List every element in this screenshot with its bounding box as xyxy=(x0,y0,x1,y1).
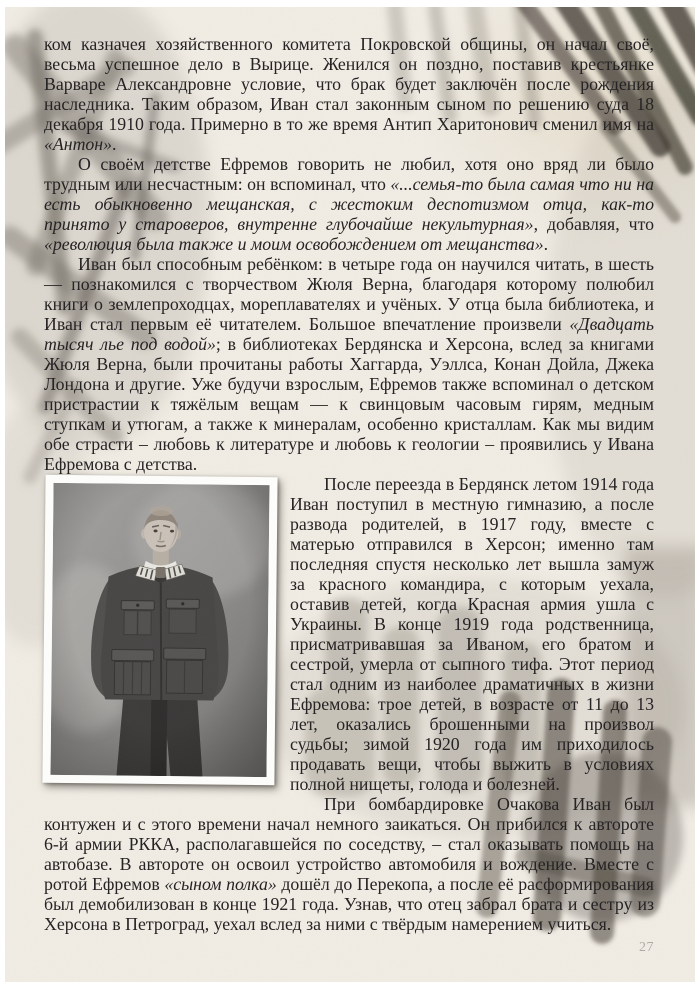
paragraph-text: О своём детстве Ефремов говорить не любил, хотя оно вряд ли было трудным или несчастным: он вспоминал, что «...семья-то была самая что ни на есть обыкновенно мещанская, с жестоким деспотизмом отца, как-то принято у староверов, внутренне глубочайше некультурная», добавляя, что «революция была также и моим освобождением от мещанства». xyxy=(44,154,654,254)
page-number: 27 xyxy=(639,940,654,955)
paragraph-text: Иван был способным ребёнком: в четыре года он научился читать, в шесть — познакомился с творчеством Жюля Верна, благодаря которому полюбил книги о землепроходцах, мореплавателях и учёных. У отца была библиотека, и Иван стал первым её читателем. Большое впечатление произвели «Двадцать тысяч лье под водой»; в библиотеках Бердянска и Херсона, вслед за книгами Жюля Верна, были прочитаны работы Хаггарда, Уэллса, Конан Дойла, Джека Лондона и другие. Уже будучи взрослым, Ефремов также вспоминал о детском пристрастии к тяжёлым вещам — к свинцовым часовым гирям, медным ступкам и утюгам, а также к минералам, особенно кристаллам. Как мы видим обе страсти – любовь к литературе и любовь к геологии – проявились у Ивана Ефремова с детства. xyxy=(44,254,654,474)
paragraph-text: ком казначея хозяйственного комитета Покровской общины, он начал своё, весьма успешное дело в Вырице. Женился он поздно, поставив крестьянке Варваре Александровне условие, что брак будет заключён после рождения наследника. Таким образом, Иван стал законным сыном по решению суда 18 декабря 1910 года. Примерно в то же время Антип Харитонович сменил имя на «Антон». xyxy=(44,34,654,154)
paragraph xyxy=(44,474,654,794)
paragraph-text: При бомбардировке Очакова Иван был контужен и с этого времени начал немного заикаться. Он прибился к автороте 6-й армии РККА, располагавшейся по соседству, – стал оказывать помощь на автобазе. В автороте он освоил устройство автомобиля и вождение. Вместе с ротой Ефремов «сыном полка» дошёл до Перекопа, а после её расформирования был демобилизован в конце 1921 года. Узнав, что отец забрал брата и сестру из Херсона в Петроград, уехал вслед за ними с твёрдым намерением учиться. xyxy=(44,794,654,934)
paragraph xyxy=(44,794,654,934)
paragraph xyxy=(44,154,654,254)
childhood-photo xyxy=(44,476,276,784)
paragraph xyxy=(44,34,654,154)
paragraph-text: После переезда в Бердянск летом 1914 года Иван поступил в местную гимназию, а после развода родителей, в 1917 году, вместе с матерью отправился в Херсон; именно там последняя спустя несколько лет вышла замуж за красного командира, с которым уехала, оставив детей, когда Красная армия ушла с Украины. В конце 1919 года родственница, присматривавшая за Иваном, его братом и сестрой, умерла от сыпного тифа. Этот период стал одним из наиболее драматичных в жизни Ефремова: трое детей, в возрасте от 11 до 13 лет, оказались брошенными на произвол судьбы; зимой 1920 года им приходилось продавать вещи, чтобы выжить в условиях полной нищеты, голода и болезней. xyxy=(290,474,654,794)
paragraph xyxy=(44,254,654,474)
photo-frame xyxy=(42,475,277,785)
boy-portrait-image xyxy=(50,483,269,777)
